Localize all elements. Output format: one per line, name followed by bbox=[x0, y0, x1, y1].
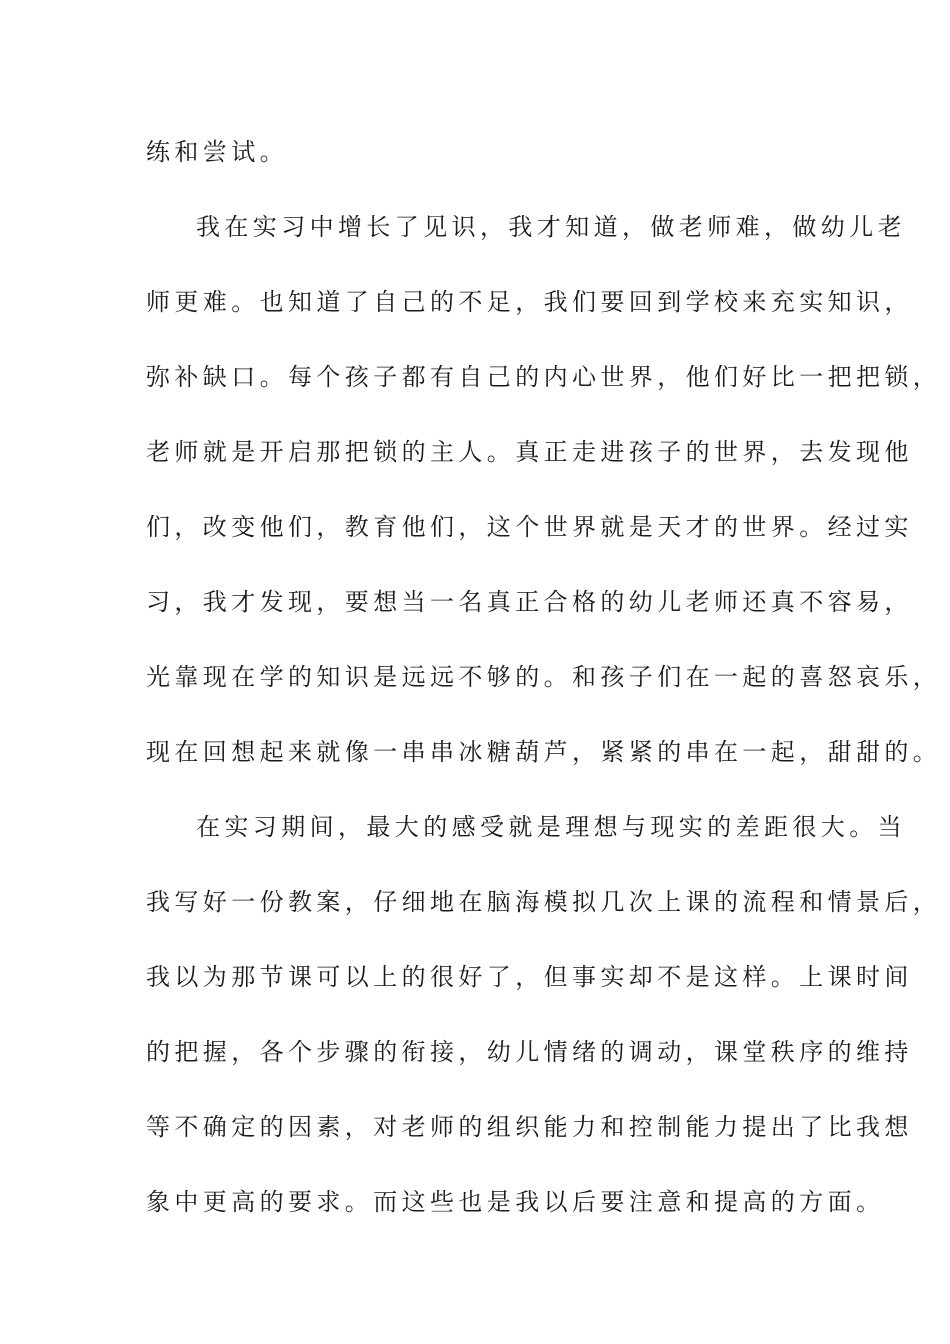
text-line: 等不确定的因素，对老师的组织能力和控制能力提出了比我想 bbox=[146, 1113, 913, 1141]
text-line: 师更难。也知道了自己的不足，我们要回到学校来充实知识， bbox=[146, 288, 913, 316]
text-line: 光靠现在学的知识是远远不够的。和孩子们在一起的喜怒哀乐， bbox=[146, 663, 942, 691]
text-line: 弥补缺口。每个孩子都有自己的内心世界，他们好比一把把锁， bbox=[146, 363, 942, 391]
text-line: 习，我才发现，要想当一名真正合格的幼儿老师还真不容易， bbox=[146, 588, 913, 616]
text-line: 现在回想起来就像一串串冰糖葫芦，紧紧的串在一起，甜甜的。 bbox=[146, 738, 942, 766]
paragraph-start-line: 我在实习中增长了见识，我才知道，做老师难，做幼儿老 bbox=[196, 213, 906, 241]
text-line: 练和尝试。 bbox=[146, 138, 288, 166]
text-line: 的把握，各个步骤的衔接，幼儿情绪的调动，课堂秩序的维持 bbox=[146, 1038, 913, 1066]
text-line: 我以为那节课可以上的很好了，但事实却不是这样。上课时间 bbox=[146, 963, 913, 991]
text-line: 象中更高的要求。而这些也是我以后要注意和提高的方面。 bbox=[146, 1188, 885, 1216]
text-line: 老师就是开启那把锁的主人。真正走进孩子的世界，去发现他 bbox=[146, 438, 913, 466]
paragraph-start-line: 在实习期间，最大的感受就是理想与现实的差距很大。当 bbox=[196, 813, 906, 841]
text-line: 们，改变他们，教育他们，这个世界就是天才的世界。经过实 bbox=[146, 513, 913, 541]
text-line: 我写好一份教案，仔细地在脑海模拟几次上课的流程和情景后， bbox=[146, 888, 942, 916]
